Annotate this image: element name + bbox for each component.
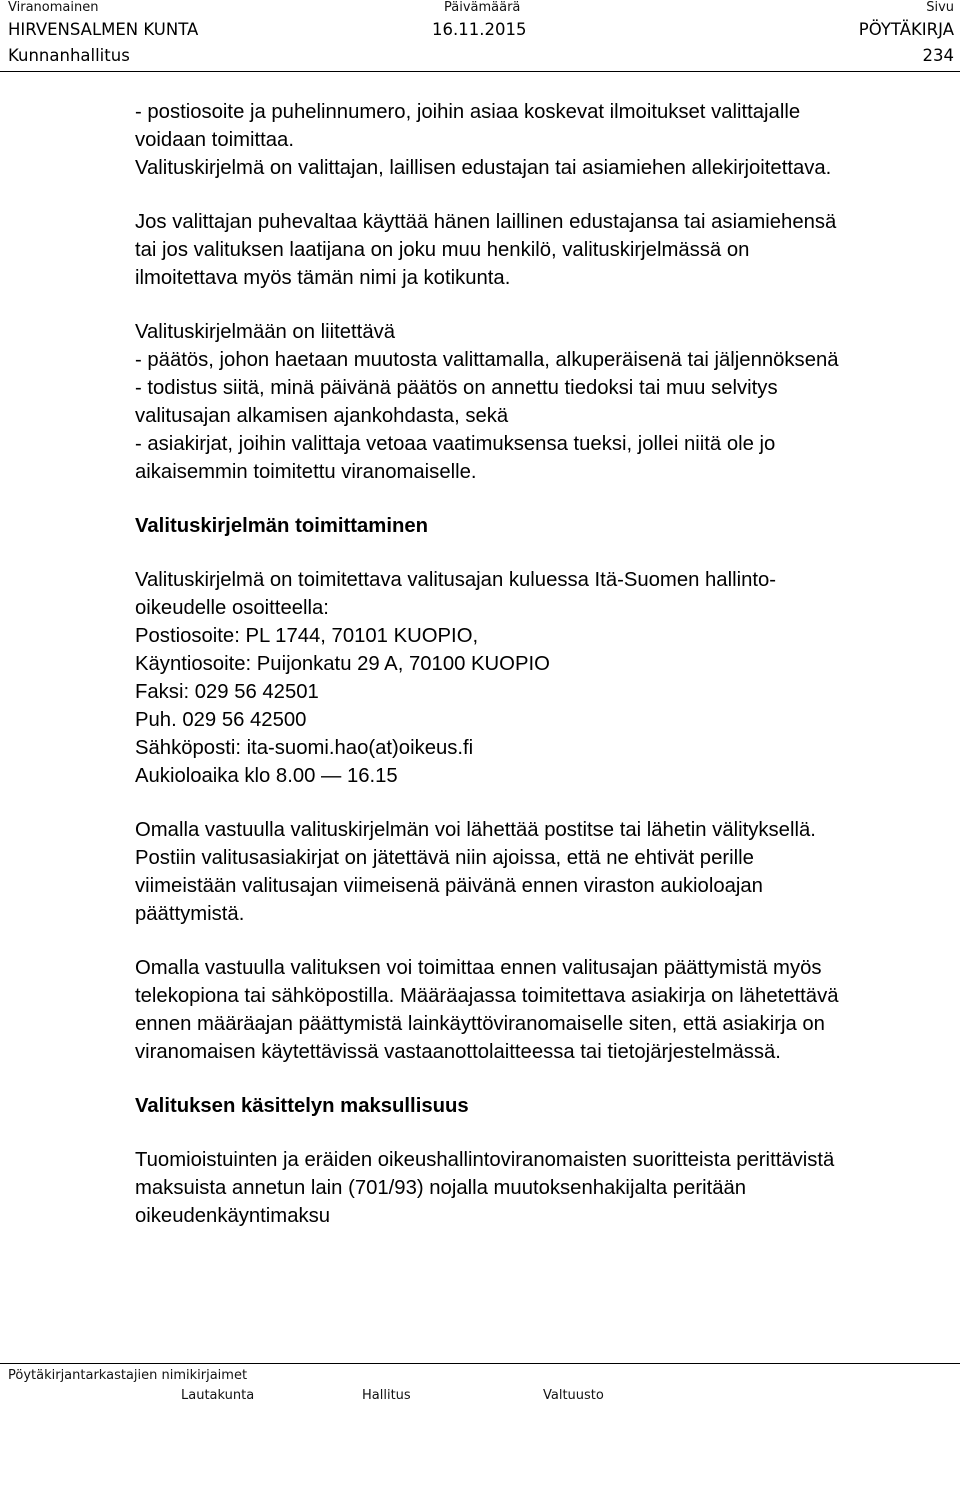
text-line: Sähköposti: ita-suomi.hao(at)oikeus.fi [135, 737, 474, 759]
paragraph-attachments [135, 318, 955, 486]
text-line: Postiosoite: PL 1744, 70101 KUOPIO, [135, 625, 479, 647]
authority-name: HIRVENSALMEN KUNTA [8, 20, 199, 39]
text-line: Aukioloaika klo 8.00 — 16.15 [135, 765, 398, 787]
paragraph-electronic-delivery [135, 954, 955, 1066]
footer-divider [0, 1363, 960, 1364]
text-line: ennen määräajan päättymistä lainkäyttöviranomaiselle siten, että asiakirja on [135, 1013, 825, 1035]
text-line: Postiin valitusasiakirjat on jätettävä niin ajoissa, että ne ehtivät perille [135, 847, 754, 869]
date-label: Päivämäärä [444, 0, 521, 15]
text-line: Valituskirjelmä on valittajan, laillisen edustajan tai asiamiehen allekirjoitettava. [135, 157, 832, 179]
text-line: oikeudenkäyntimaksu [135, 1205, 331, 1227]
page-label: Sivu [926, 0, 954, 15]
body-name: Kunnanhallitus [8, 46, 130, 65]
paragraph-contact-info [135, 98, 955, 182]
text-line: Faksi: 029 56 42501 [135, 681, 319, 703]
text-line: Jos valittajan puhevaltaa käyttää hänen laillinen edustajansa tai asiamiehensä [135, 211, 837, 233]
text-line: telekopiona tai sähköpostilla. Määräajassa toimitettava asiakirja on lähetettävä [135, 985, 839, 1007]
page-number: 234 [922, 46, 954, 65]
signatures-label: Pöytäkirjantarkastajien nimikirjaimet [8, 1368, 248, 1383]
text-line: oikeudelle osoitteella: [135, 597, 329, 619]
paragraph-representative [135, 208, 955, 292]
text-line: Puh. 029 56 42500 [135, 709, 307, 731]
text-line: - päätös, johon haetaan muutosta valittamalla, alkuperäisenä tai jäljennöksenä [135, 349, 839, 371]
text-line: voidaan toimittaa. [135, 129, 294, 151]
text-line: valitusajan alkamisen ajankohdasta, sekä [135, 405, 509, 427]
authority-label: Viranomainen [8, 0, 99, 15]
text-line: päättymistä. [135, 903, 245, 925]
document-type: PÖYTÄKIRJA [858, 20, 954, 39]
paragraph-postal-delivery [135, 816, 955, 928]
text-line: - todistus siitä, minä päivänä päätös on annettu tiedoksi tai muu selvitys [135, 377, 778, 399]
section-heading-fees: Valituksen käsittelyn maksullisuus [135, 1095, 469, 1117]
signature-column-government: Hallitus [362, 1388, 411, 1403]
document-date: 16.11.2015 [432, 20, 527, 39]
text-line: viranomaisen käytettävissä vastaanottolaitteessa tai tietojärjestelmässä. [135, 1041, 781, 1063]
paragraph-address [135, 566, 955, 790]
text-line: Käyntiosoite: Puijonkatu 29 A, 70100 KUOPIO [135, 653, 550, 675]
text-line: viimeistään valitusajan viimeisenä päivänä ennen viraston aukioloajan [135, 875, 763, 897]
signature-column-board: Lautakunta [181, 1388, 255, 1403]
text-line: ilmoitettava myös tämän nimi ja kotikunta. [135, 267, 511, 289]
paragraph-fees [135, 1146, 955, 1230]
text-line: aikaisemmin toimitettu viranomaiselle. [135, 461, 477, 483]
text-line: Omalla vastuulla valituskirjelmän voi lähettää postitse tai lähetin välityksellä. [135, 819, 816, 841]
text-line: tai jos valituksen laatijana on joku muu henkilö, valituskirjelmässä on [135, 239, 750, 261]
text-line: - postiosoite ja puhelinnumero, joihin asiaa koskevat ilmoitukset valittajalle [135, 101, 801, 123]
text-line: maksuista annetun lain (701/93) nojalla muutoksenhakijalta peritään [135, 1177, 747, 1199]
document-body [135, 98, 955, 1230]
text-line: Tuomioistuinten ja eräiden oikeushallintoviranomaisten suoritteista perittävistä [135, 1149, 835, 1171]
signature-column-council: Valtuusto [543, 1388, 604, 1403]
text-line: Omalla vastuulla valituksen voi toimittaa ennen valitusajan päättymistä myös [135, 957, 822, 979]
section-heading-submission: Valituskirjelmän toimittaminen [135, 515, 429, 537]
text-line: Valituskirjelmään on liitettävä [135, 321, 396, 343]
text-line: - asiakirjat, joihin valittaja vetoaa vaatimuksensa tueksi, jollei niitä ole jo [135, 433, 776, 455]
header-divider [0, 71, 960, 72]
text-line: Valituskirjelmä on toimitettava valitusajan kuluessa Itä-Suomen hallinto- [135, 569, 777, 591]
